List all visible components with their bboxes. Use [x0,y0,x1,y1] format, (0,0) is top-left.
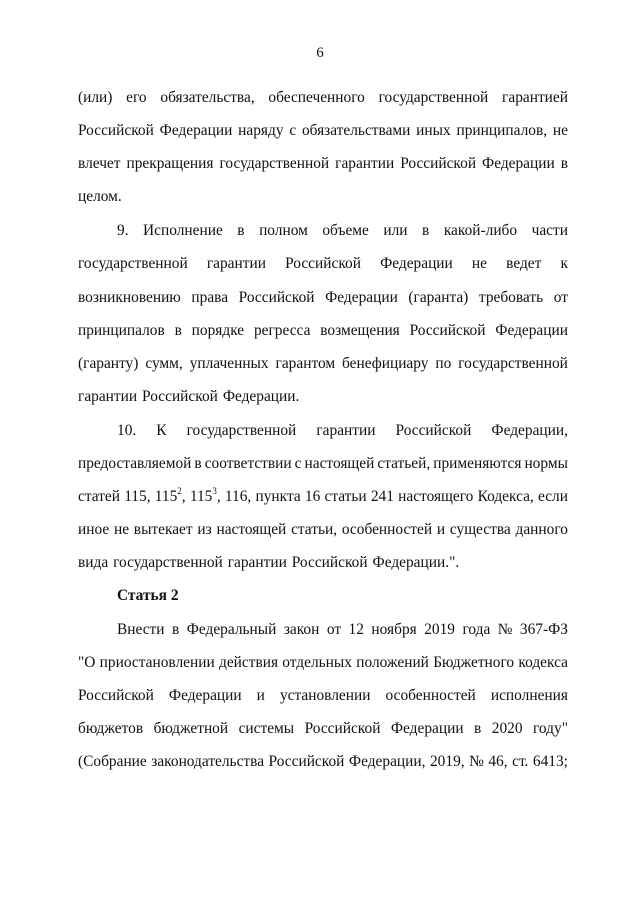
word: К [156,422,167,439]
word: обеспеченного [268,89,365,106]
word: из [197,521,212,538]
word: Российской [400,155,477,172]
word: соответствии [204,455,292,472]
text-line [78,653,568,673]
word: Кодекса, [477,488,534,505]
word: Внести [117,621,165,638]
text-line [78,254,568,274]
word: Российской [285,255,361,272]
word: применяются [433,455,522,472]
word: особенностей [341,521,433,538]
word: закон [283,621,320,638]
word: полном [259,222,308,239]
text-line [78,187,568,207]
word: какой-либо [443,222,518,239]
word: Федеральный [186,621,277,638]
text-line [78,752,568,772]
word: влечет [78,155,121,172]
word: 2019, [429,753,465,770]
word: установлении [279,687,371,704]
word: если [538,488,568,505]
word: в [422,222,430,239]
word: статей [78,488,120,505]
text-line [78,553,568,573]
word: $115^3$, [189,486,221,505]
word: гарантии [335,155,395,172]
word: 9. [117,222,129,239]
text-line [78,686,568,706]
word: данного [515,521,568,538]
word: $115^2$, [154,486,186,505]
word: (Собрание [78,753,147,770]
word: исполнения [490,687,568,704]
text-line [78,719,568,739]
text-line [78,487,568,507]
text-line [78,154,568,174]
word: 2019 [424,621,455,638]
word: гарантии [227,554,287,571]
word: Федерации [482,155,555,172]
word: настоящего [398,488,474,505]
word: вытекает [133,521,193,538]
word: Российской [238,289,315,306]
word: 6413; [532,753,568,770]
word: Российской [78,122,154,139]
word: Российской [291,554,368,571]
word: приостановлении [99,654,215,671]
text-line [78,520,568,540]
word: бюджетов [78,720,144,737]
word: № [497,621,513,638]
word: Федерации [390,720,464,737]
word: иное [78,521,110,538]
word: (гаранта) [408,289,469,306]
word: предоставляемой [78,455,192,472]
text-line [78,354,568,374]
word: вида [78,554,109,571]
word: гарантии [206,255,266,272]
word: в [174,322,182,339]
word: системы [238,720,295,737]
word: Федерации [495,322,568,339]
word: в [237,222,245,239]
text-line [78,121,568,141]
word: объеме [322,222,369,239]
word: государственной [78,255,188,272]
word: Российской [78,687,154,704]
word: гарантии [316,422,376,439]
word: части [531,222,568,239]
word: от [553,289,568,306]
word: "О [78,654,96,671]
word: бенефициару [342,355,429,372]
word: Федерации [380,255,453,272]
word: 116, [224,488,252,505]
word: государственной [219,155,330,172]
word: 241 [370,488,394,505]
word: и [256,687,265,704]
word: ст. [512,753,529,770]
word: (или) [78,89,113,106]
word: 2020 [491,720,523,737]
word: гарантом [275,355,336,372]
text-line [78,454,568,474]
word: Федерации. [222,388,300,405]
word: Российской [409,322,486,339]
word: 367-ФЗ [519,621,568,638]
word: и [436,521,446,538]
word: порядке [191,322,245,339]
word: регресса [253,322,311,339]
word: государственной [186,422,297,439]
word: Федерации [159,122,233,139]
word: 12 [348,621,364,638]
word: обязательствами [301,122,411,139]
word: права [191,289,229,306]
word: бюджетной [153,720,229,737]
word: № [469,753,484,770]
word: или [383,222,408,239]
word: гарантией [502,89,568,106]
word: от [326,621,342,638]
text-line [78,321,568,341]
word: Федерации.". [372,554,460,571]
word: Российской [395,422,472,439]
word: статьи [324,488,367,505]
word: не [552,122,568,139]
word: его [126,89,147,106]
word: к [560,255,568,272]
page-number: 6 [316,45,324,61]
word: (гаранту) [78,355,139,372]
word: наряду [238,122,284,139]
word: Федерации, [348,753,426,770]
word: государственной [458,355,568,372]
word: особенностей [385,687,476,704]
word: Бюджетного [433,654,515,671]
word: пункта [255,488,301,505]
word: настоящей [304,455,375,472]
text-line [117,620,568,640]
word: 46, [488,753,508,770]
word: нормы [524,455,568,472]
word: 16 [304,488,321,505]
article-heading: Статья 2 [117,587,179,604]
word: возмещения [320,322,400,339]
word: 115, [124,488,151,505]
word: отдельных [282,654,352,671]
text-line [117,421,568,441]
word: гарантии [78,388,138,405]
text-line [78,288,568,308]
word: настоящей [216,521,287,538]
word: существа [449,521,511,538]
word: возникновению [78,289,181,306]
word: государственной [113,554,223,571]
word: ведет [506,255,542,272]
word: не [113,521,130,538]
word: положений [356,654,429,671]
word: государственной [378,89,489,106]
word: иных [416,122,451,139]
word: году" [533,720,568,737]
word: принципалов, [456,122,548,139]
word: статьей, [377,455,431,472]
word: Федерации [325,289,398,306]
word: с [289,122,297,139]
word: года [462,621,491,638]
word: 10. [117,422,137,439]
word: Российской [142,388,218,405]
word: в [171,621,180,638]
word: прекращения [126,155,214,172]
word: Федерации [168,687,242,704]
word: кодекса [518,654,568,671]
word: Российской [304,720,381,737]
text-line [78,88,568,108]
text-line [117,221,568,241]
word: законодательства [151,753,265,770]
word: сумм, [145,355,183,372]
word: Российской [268,753,345,770]
word: по [435,355,452,372]
word: требовать [478,289,544,306]
word: в [560,155,568,172]
word: в [474,720,482,737]
word: не [471,255,487,272]
word: целом. [78,188,122,205]
word: статьи, [291,521,338,538]
word: с [294,455,302,472]
word: в [194,455,202,472]
word: Исполнение [143,222,223,239]
word: принципалов [78,322,165,339]
word: действия [218,654,279,671]
word: уплаченных [189,355,269,372]
text-line [78,387,568,407]
word: обязательства, [160,89,255,106]
word: ноября [371,621,417,638]
word: Федерации, [491,422,568,439]
